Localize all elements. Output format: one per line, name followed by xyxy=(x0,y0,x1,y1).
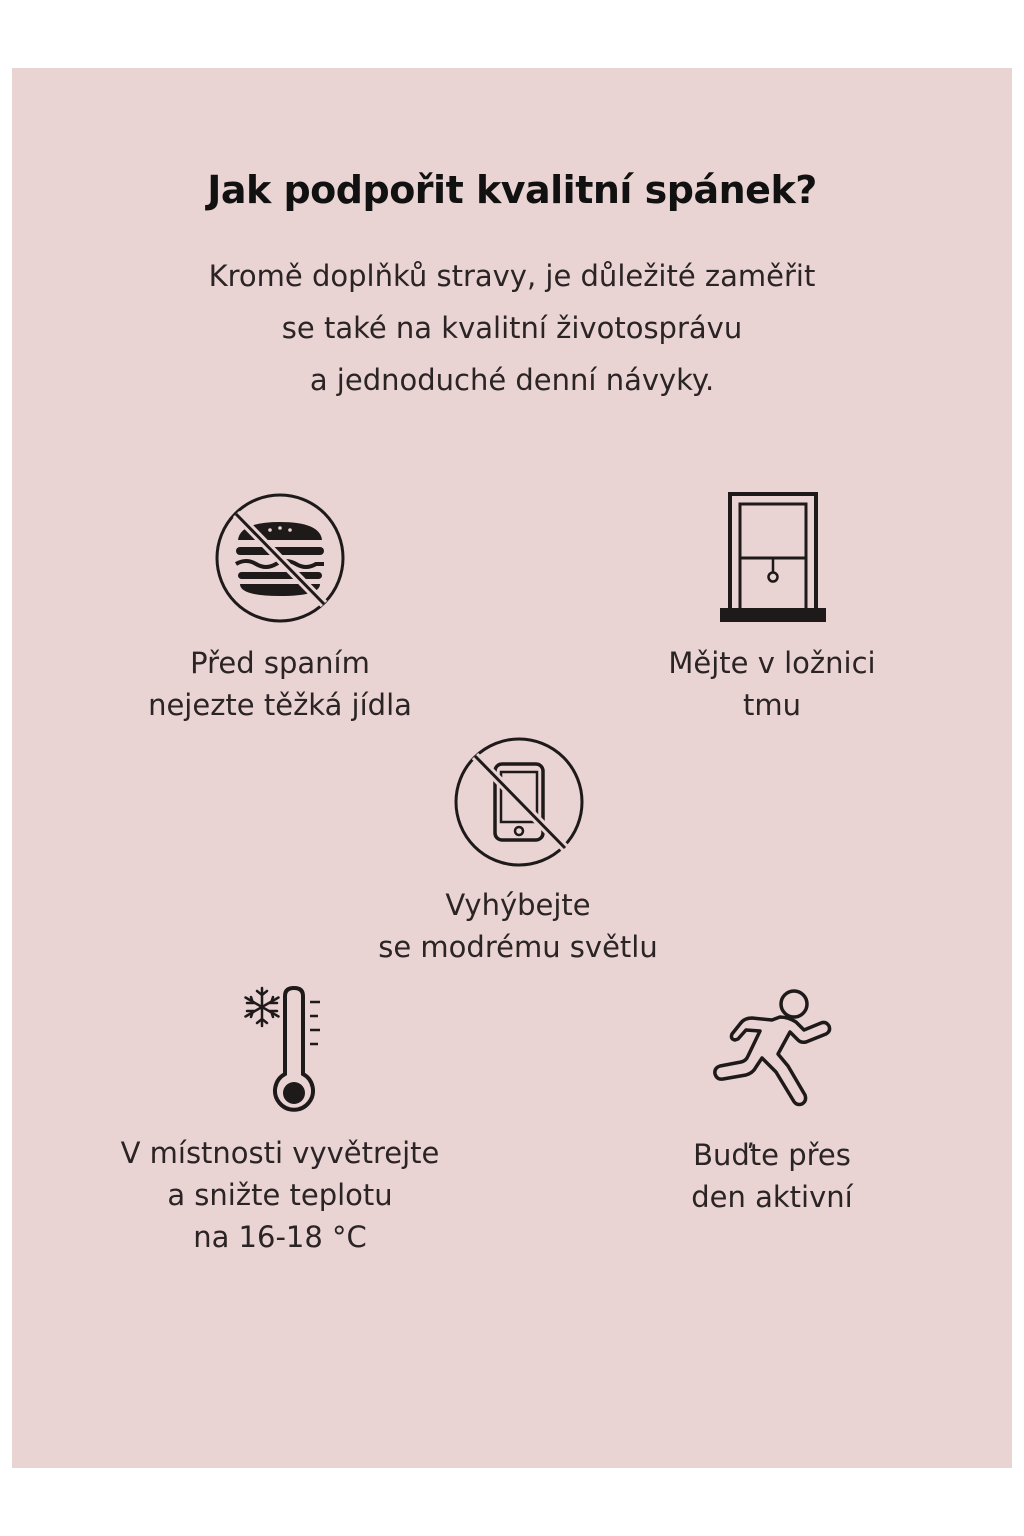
tip-label: Buďte přes den aktivní xyxy=(691,1138,853,1214)
intro-line: a jednoduché denní návyky. xyxy=(309,363,715,397)
intro-line: se také na kvalitní životosprávu xyxy=(281,311,743,345)
page-title: Jak podpořit kvalitní spánek? xyxy=(207,168,817,212)
window-blind-icon xyxy=(718,490,830,626)
thermometer-snowflake-icon xyxy=(236,982,328,1118)
intro-text xyxy=(0,250,1024,406)
no-phone-icon xyxy=(451,734,587,870)
tip-label: Mějte v ložnici tmu xyxy=(668,646,876,722)
running-person-icon xyxy=(708,984,838,1120)
intro-line: Kromě doplňků stravy, je důležité zaměřit xyxy=(208,259,816,293)
tip-label: Vyhýbejte se modrému světlu xyxy=(378,888,658,964)
no-burger-icon xyxy=(212,492,348,628)
tip-label: Před spaním nejezte těžká jídla xyxy=(148,646,412,722)
tip-label: V místnosti vyvětrejte a snižte teplotu na 16-18 °C xyxy=(120,1136,440,1254)
